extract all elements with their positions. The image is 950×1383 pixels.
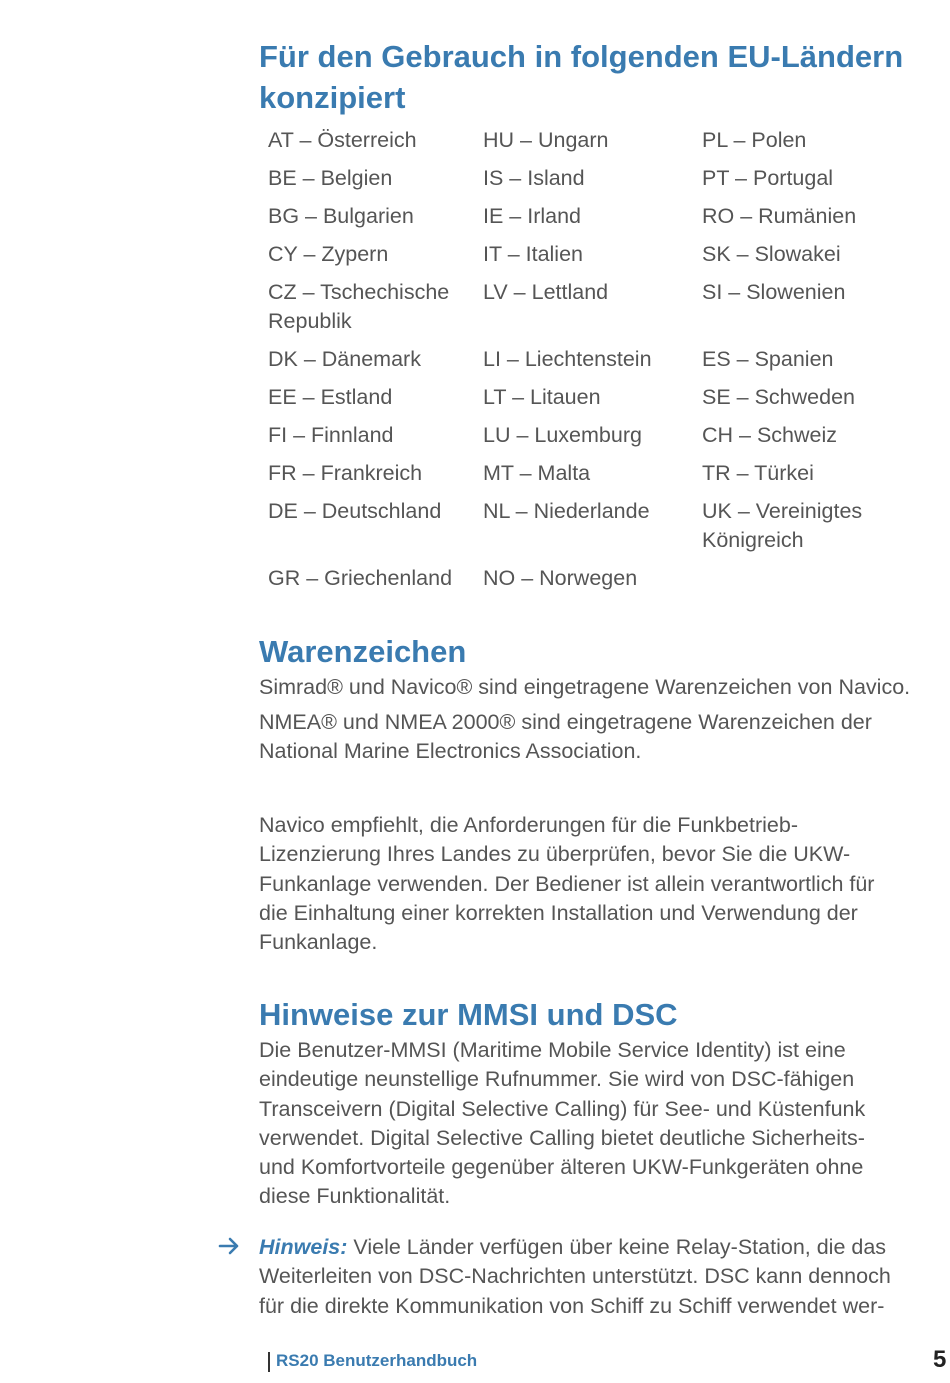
trademark-line-1: Simrad® und Navico® sind eingetragene Warenzeichen von Navico. — [259, 675, 911, 699]
country-row — [268, 497, 942, 564]
eu-heading-line1: Für den Gebrauch in folgenden EU-Ländern — [259, 39, 904, 74]
country-cell: UK – Vereinigtes Königreich — [702, 499, 863, 552]
country-cell — [702, 564, 942, 602]
note-text: Viele Länder verfügen über keine Relay-Station, die das Weiterleiten von DSC-Nachrichten unterstützt. DSC kann dennoch für die direkte Kommunikation von Schiff zu Schiff verwendet wer- — [259, 1235, 891, 1318]
country-cell: NL – Niederlande — [483, 499, 650, 523]
country-cell: DE – Deutschland — [268, 499, 442, 523]
trademark-line-2: NMEA® und NMEA 2000® sind eingetragene Warenzeichen der National Marine Electronics Association. — [259, 710, 872, 764]
country-cell: CZ – Tschechische Republik — [268, 280, 450, 333]
country-cell: PT – Portugal — [702, 166, 834, 190]
country-row — [268, 421, 942, 459]
eu-countries-heading — [259, 36, 903, 118]
country-cell: BG – Bulgarien — [268, 204, 414, 228]
country-cell: GR – Griechenland — [268, 566, 453, 590]
country-row — [268, 383, 942, 421]
country-cell: LT – Litauen — [483, 385, 601, 409]
note-paragraph — [259, 1233, 909, 1321]
country-cell: EE – Estland — [268, 385, 393, 409]
country-table — [268, 126, 942, 602]
country-cell: SE – Schweden — [702, 385, 855, 409]
country-row — [268, 240, 942, 278]
country-cell: AT – Österreich — [268, 128, 417, 152]
country-cell: IT – Italien — [483, 242, 583, 266]
trademarks-heading: Warenzeichen — [259, 634, 467, 669]
footer-divider — [268, 1352, 270, 1372]
country-cell: FR – Frankreich — [268, 461, 423, 485]
page-number: 5 — [933, 1346, 947, 1373]
country-cell: PL – Polen — [702, 128, 807, 152]
country-cell: IS – Island — [483, 166, 585, 190]
country-cell: IE – Irland — [483, 204, 581, 228]
eu-heading-line2: konzipiert — [259, 80, 406, 115]
licensing-recommendation: Navico empfiehlt, die Anforderungen für die Funkbetrieb-Lizenzierung Ihres Landes zu überprüfen, bevor Sie die UKW-Funkanlage verwenden. Der Bediener ist allein verantwortlich für die Einhaltung einer korrekten Installation und Verwendung der Funkanlage. — [259, 813, 875, 955]
country-cell: DK – Dänemark — [268, 347, 421, 371]
country-cell: TR – Türkei — [702, 461, 814, 485]
country-cell: SI – Slowenien — [702, 280, 846, 304]
country-cell: LI – Liechtenstein — [483, 347, 652, 371]
country-row — [268, 202, 942, 240]
note-label: Hinweis: — [259, 1235, 348, 1259]
country-cell: CH – Schweiz — [702, 423, 838, 447]
country-cell: NO – Norwegen — [483, 566, 638, 590]
country-row — [268, 459, 942, 497]
country-cell: FI – Finnland — [268, 423, 394, 447]
mmsi-dsc-heading: Hinweise zur MMSI und DSC — [259, 997, 678, 1032]
country-row — [268, 164, 942, 202]
country-row — [268, 278, 942, 345]
country-cell: LU – Luxemburg — [483, 423, 642, 447]
country-cell: CY – Zypern — [268, 242, 389, 266]
country-cell: MT – Malta — [483, 461, 591, 485]
country-cell: LV – Lettland — [483, 280, 609, 304]
country-row — [268, 345, 942, 383]
country-cell: SK – Slowakei — [702, 242, 841, 266]
country-row — [268, 126, 942, 164]
arrow-right-icon — [218, 1234, 242, 1258]
country-cell: RO – Rumänien — [702, 204, 857, 228]
mmsi-body: Die Benutzer-MMSI (Maritime Mobile Service Identity) ist eine eindeutige neunstellige Rufnummer. Sie wird von DSC-fähigen Transceivern (Digital Selective Calling) für See- und Küstenfunk verwendet. Digital Selective Calling bietet deutliche Sicherheits- und Komfortvorteile gegenüber älteren UKW-Funkgeräten ohne diese Funktionalität. — [259, 1038, 866, 1209]
country-cell: BE – Belgien — [268, 166, 393, 190]
footer-manual-title: RS20 Benutzerhandbuch — [276, 1351, 478, 1370]
country-cell: HU – Ungarn — [483, 128, 609, 152]
country-row — [268, 564, 942, 602]
country-cell: ES – Spanien — [702, 347, 834, 371]
